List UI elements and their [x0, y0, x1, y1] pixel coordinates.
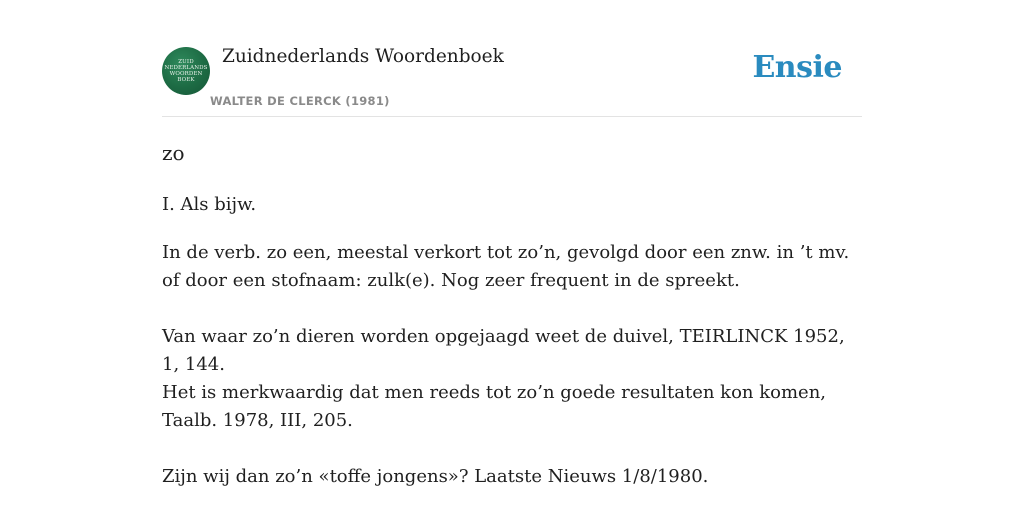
- avatar-line: ZUID: [178, 59, 194, 65]
- ensie-logo-link[interactable]: Ensie: [752, 50, 842, 85]
- entry-citation: Van waar zo’n dieren worden opgejaagd weet de duivel, TEIRLINCK 1952, 1, 144.: [162, 326, 845, 375]
- avatar-line: WOORDEN: [169, 71, 203, 77]
- dictionary-cover-avatar[interactable]: [162, 47, 210, 95]
- dictionary-author: WALTER DE CLERCK (1981): [210, 94, 390, 108]
- entry-citation: Zijn wij dan zo’n «toffe jongens»? Laatste Nieuws 1/8/1980.: [162, 466, 709, 487]
- avatar-line: NEDERLANDS: [164, 65, 208, 71]
- entry-sense-label: I. Als bijw.: [162, 194, 257, 215]
- dictionary-title[interactable]: Zuidnederlands Woordenboek: [222, 46, 504, 67]
- page: [162, 0, 862, 487]
- entry-headword: zo: [162, 141, 185, 165]
- dictionary-header: [162, 0, 862, 117]
- avatar-line: BOEK: [177, 77, 195, 83]
- entry-definition: In de verb. zo een, meestal verkort tot zo’n, gevolgd door een znw. in ’t mv. of door een stofnaam: zulk(e). Nog zeer frequent in de spreekt.: [162, 242, 850, 291]
- entry-citation: Het is merkwaardig dat men reeds tot zo’n goede resultaten kon komen, Taalb. 1978, III, 205.: [162, 382, 827, 431]
